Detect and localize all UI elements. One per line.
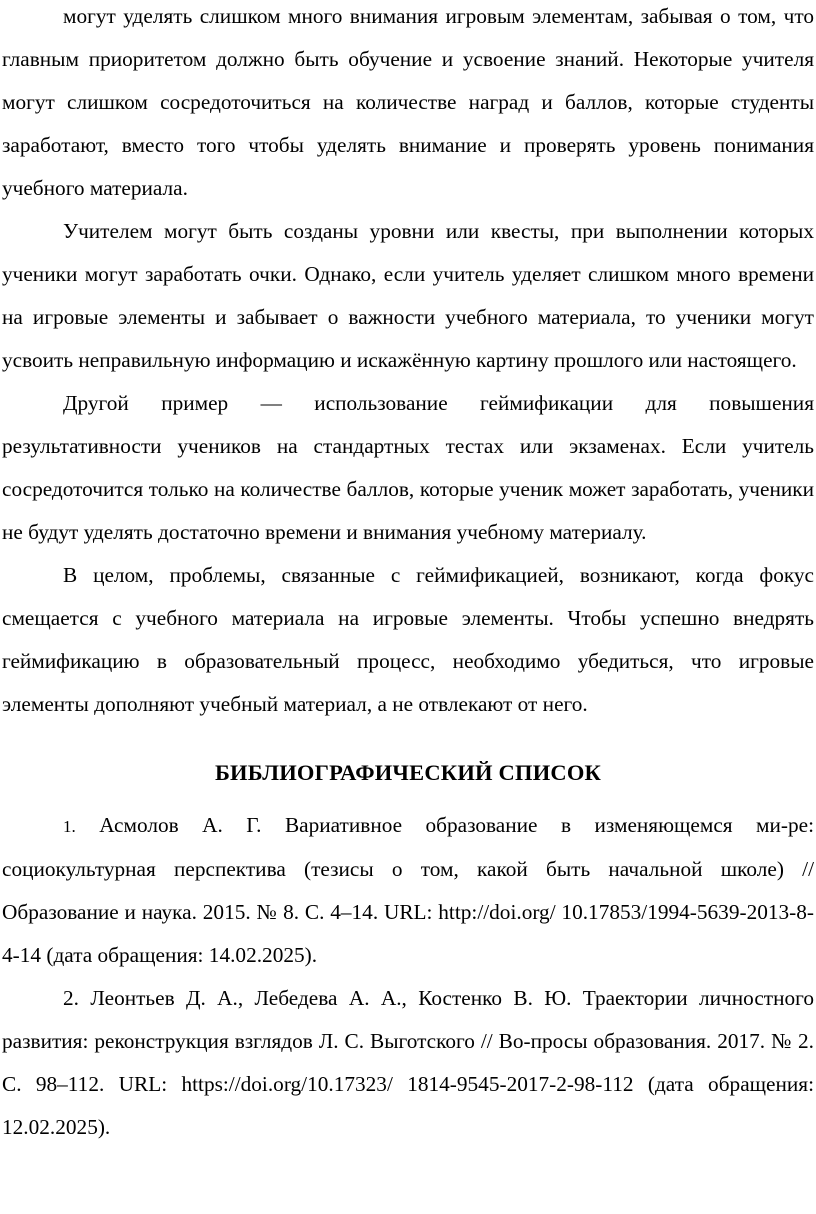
bibliography-item-number: 1. xyxy=(63,817,76,836)
bibliography-item-number: 2. xyxy=(63,986,79,1010)
body-paragraph-2: Учителем могут быть созданы уровни или квесты, при выполнении которых ученики могут заработать очки. Однако, если учитель уделяет слишком много времени на игровые элементы и забывает о важности учебного материала, то ученики могут усвоить неправильную информацию и искажённую картину прошлого или настоящего. xyxy=(2,219,814,372)
bibliography-item-1 xyxy=(2,804,814,977)
body-paragraph-4: В целом, проблемы, связанные с геймификацией, возникают, когда фокус смещается с учебного материала на игровые элементы. Чтобы успешно внедрять геймификацию в образовательный процесс, необходимо убедиться, что игровые элементы дополняют учебный материал, а не отвлекают от него. xyxy=(2,563,814,716)
body-paragraph-1: могут уделять слишком много внимания игровым элементам, забывая о том, что главным приоритетом должно быть обучение и усвоение знаний. Некоторые учителя могут слишком сосредоточиться на количестве наград и баллов, которые студенты заработают, вместо того чтобы уделять внимание и проверять уровень понимания учебного материала. xyxy=(2,4,814,200)
bibliography-item-text: Леонтьев Д. А., Лебедева А. А., Костенко В. Ю. Траектории личностного развития: реконструкция взглядов Л. С. Выготского // Во-просы образования. 2017. № 2. С. 98–112. URL: https://doi.org/10.17323/ 1814-9545-2017-2-98-112 (дата обращения: 12.02.2025). xyxy=(2,986,814,1139)
bibliography-heading: БИБЛИОГРАФИЧЕСКИЙ СПИСОК xyxy=(214,760,602,785)
bibliography-item-text: Асмолов А. Г. Вариативное образование в изменяющемся ми-ре: социокультурная перспектива (тезисы о том, какой быть начальной школе) // Образование и наука. 2015. № 8. С. 4–14. URL: http://doi.org/ 10.17853/1994-5639-2013-8-4-14 (дата обращения: 14.02.2025). xyxy=(2,813,814,967)
body-paragraph-3: Другой пример — использование геймификации для повышения результативности учеников на стандартных тестах или экзаменах. Если учитель сосредоточится только на количестве баллов, которые ученик может заработать, ученики не будут уделять достаточно времени и внимания учебному материалу. xyxy=(2,391,814,544)
bibliography-item-2 xyxy=(2,977,814,1149)
